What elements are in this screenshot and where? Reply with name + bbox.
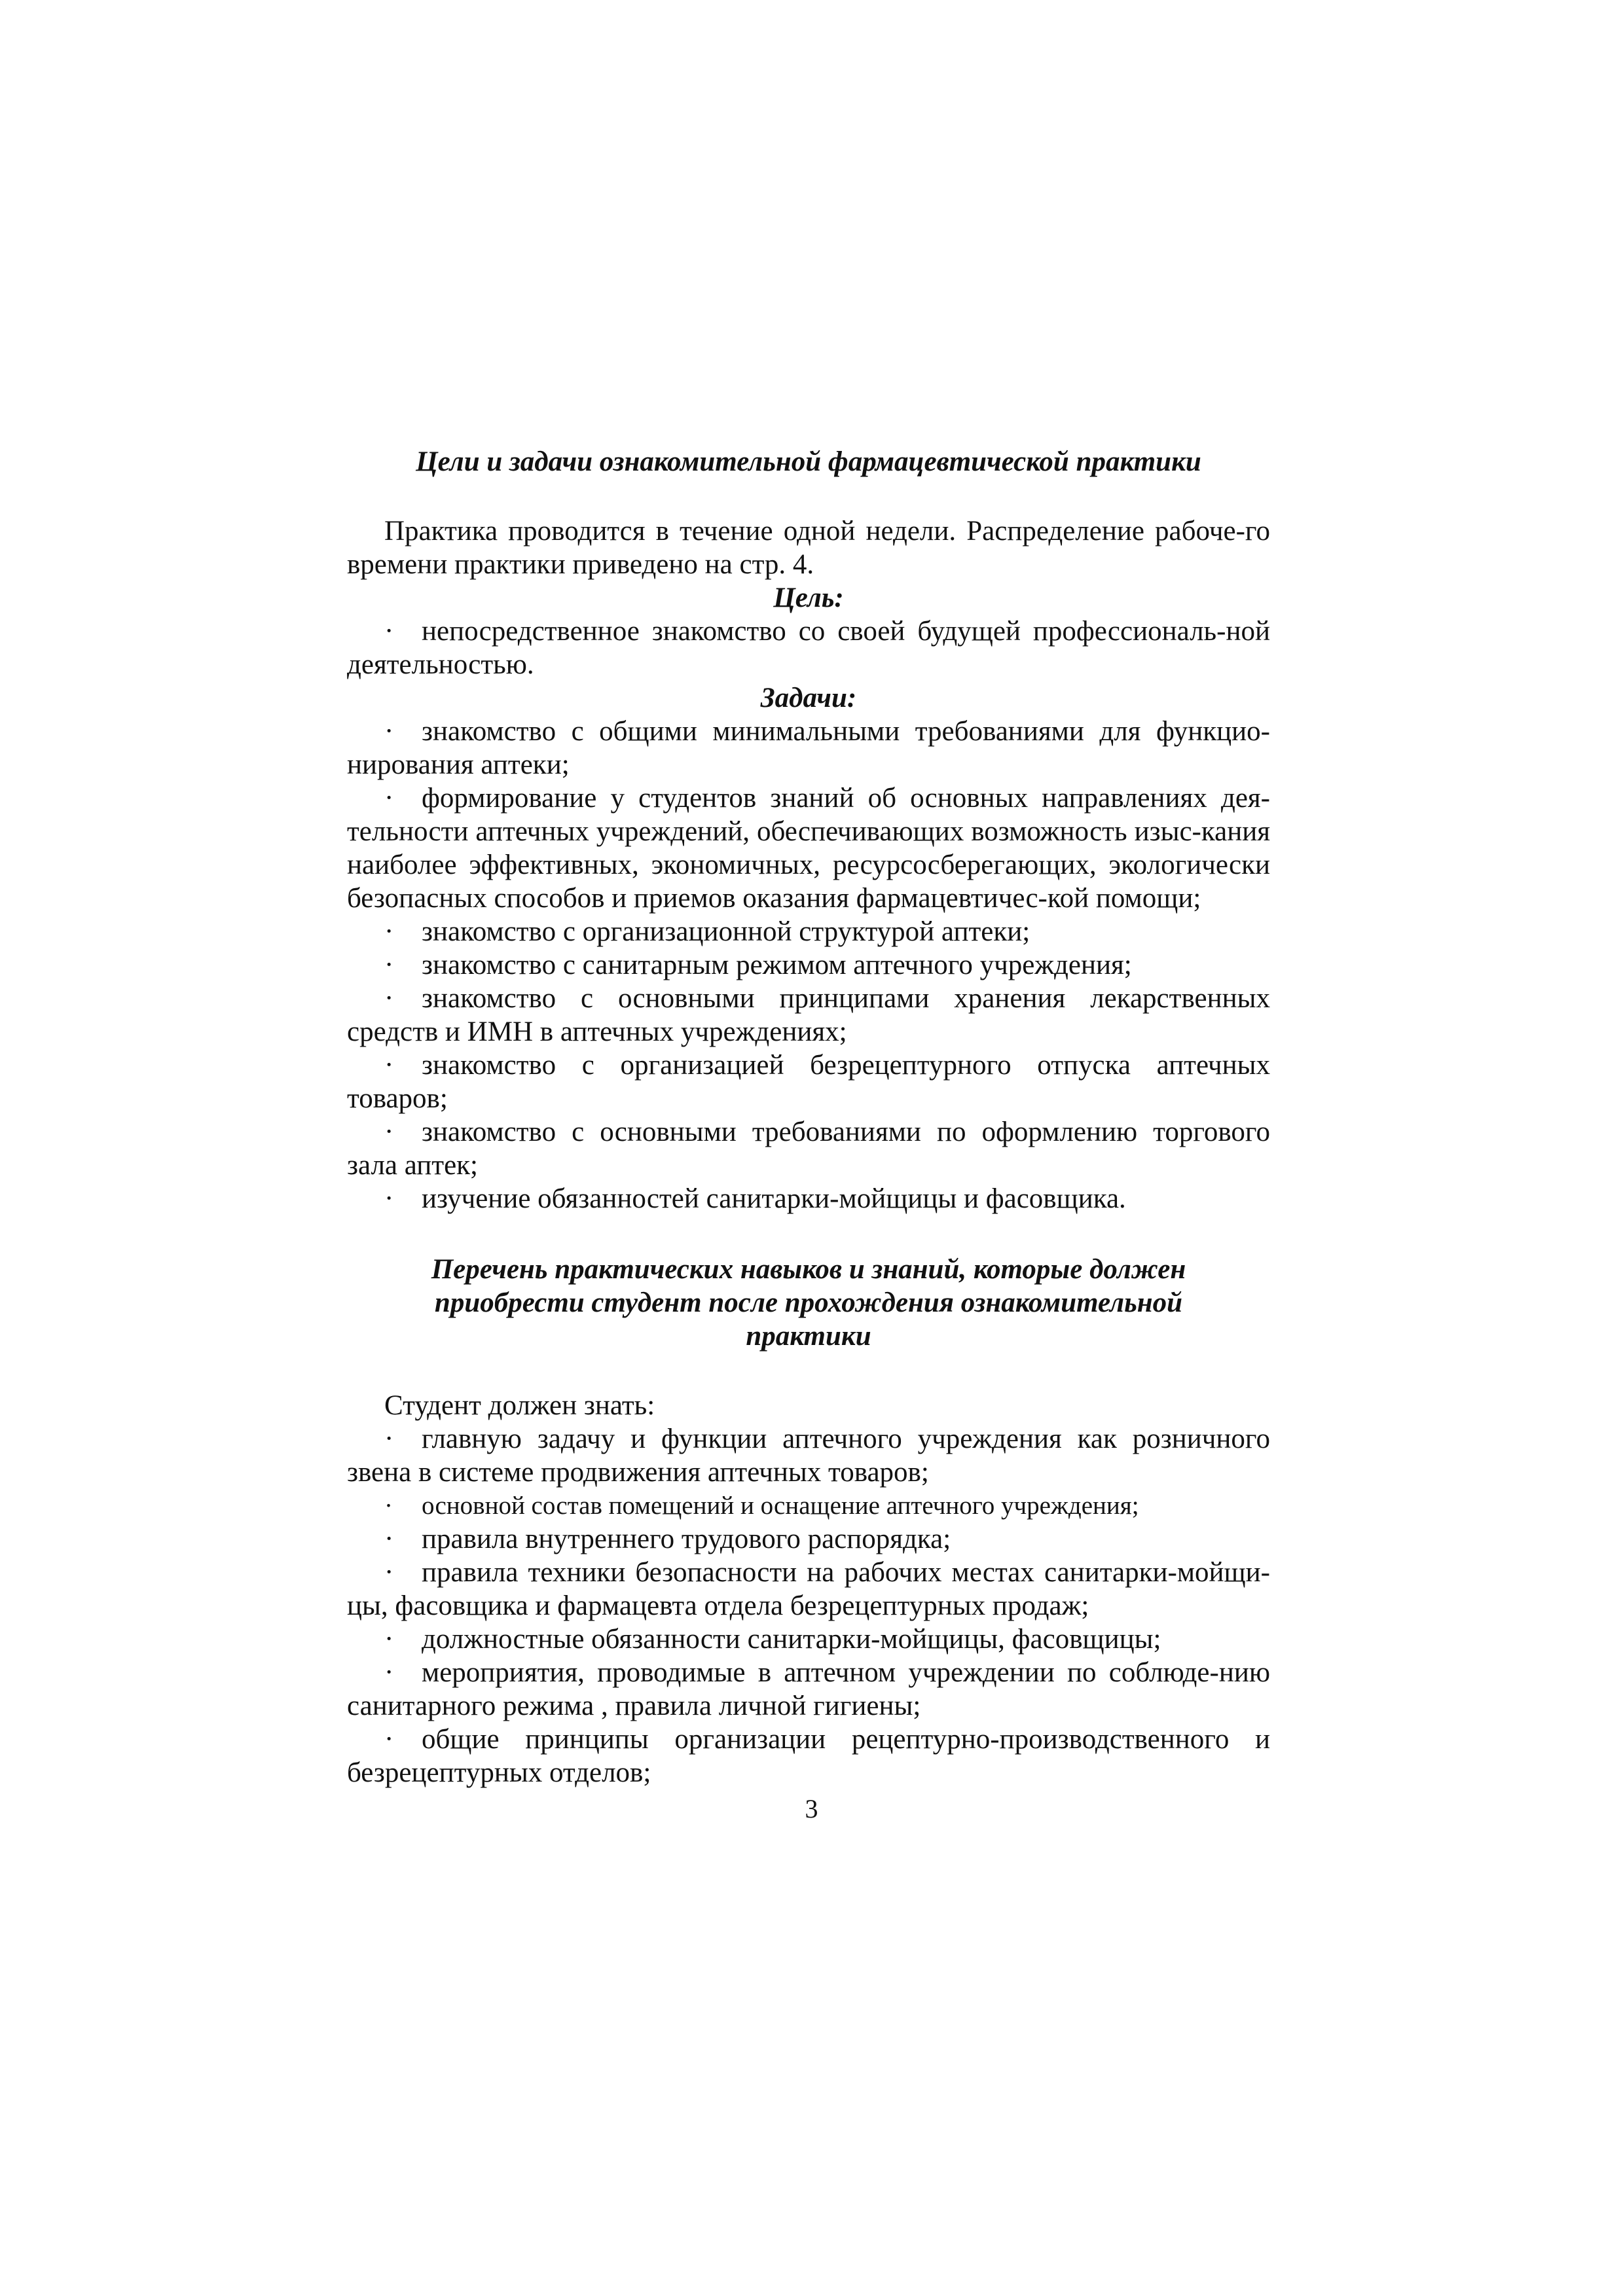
- task-item-text: изучение обязанностей санитарки-мойщицы и фасовщика.: [422, 1183, 1126, 1214]
- bullet-marker: ·: [384, 1117, 394, 1147]
- knowledge-item-text: мероприятия, проводимые в аптечном учреждении по соблюде-нию санитарного режима , правила личной гигиены;: [347, 1657, 1270, 1721]
- bullet-marker: ·: [384, 1657, 394, 1688]
- knowledge-item-text: правила внутреннего трудового распорядка;: [422, 1524, 951, 1554]
- task-item-text: знакомство с основными принципами хранения лекарственных средств и ИМН в аптечных учреждениях;: [347, 983, 1270, 1047]
- bullet-marker: ·: [384, 1724, 394, 1755]
- bullet-marker: ·: [384, 1050, 394, 1081]
- section-title-goals: Цели и задачи ознакомительной фармацевтической практики: [416, 446, 1201, 477]
- knowledge-item-text: главную задачу и функции аптечного учреждения как розничного звена в системе продвижения аптечных товаров;: [347, 1424, 1270, 1488]
- bullet-marker: ·: [384, 716, 394, 747]
- bullet-marker: ·: [384, 1183, 394, 1214]
- task-item-text: знакомство с общими минимальными требованиями для функцио-нирования аптеки;: [347, 716, 1270, 780]
- bullet-marker: ·: [384, 983, 394, 1014]
- goal-item: [347, 615, 1270, 681]
- bullet-marker: ·: [384, 1424, 394, 1454]
- task-item: [347, 781, 1270, 915]
- task-item-text: знакомство с основными требованиями по оформлению торгового зала аптек;: [347, 1117, 1270, 1181]
- task-item-text: знакомство с санитарным режимом аптечного учреждения;: [422, 950, 1132, 980]
- knowledge-item: [347, 1489, 1270, 1522]
- page-content: [347, 445, 1270, 1789]
- bullet-marker: ·: [384, 1524, 394, 1554]
- knowledge-item-text: основной состав помещений и оснащение аптечного учреждения;: [422, 1492, 1139, 1520]
- bullet-marker: ·: [384, 950, 394, 980]
- knowledge-item-text: должностные обязанности санитарки-мойщицы, фасовщицы;: [422, 1624, 1161, 1655]
- bullet-marker: ·: [384, 916, 394, 947]
- task-item: [347, 1115, 1270, 1182]
- task-item: [347, 948, 1270, 982]
- knowledge-item: [347, 1556, 1270, 1623]
- task-item: [347, 1182, 1270, 1215]
- bullet-marker: ·: [384, 1624, 394, 1655]
- student-intro: Студент должен знать:: [384, 1390, 655, 1421]
- task-item: [347, 915, 1270, 948]
- knowledge-item: [347, 1522, 1270, 1556]
- intro-paragraph: Практика проводится в течение одной недели. Распределение рабоче-го времени практики приведено на стр. 4.: [347, 516, 1270, 580]
- bullet-marker: ·: [384, 1557, 394, 1588]
- bullet-marker: ·: [384, 783, 394, 814]
- knowledge-item-text: общие принципы организации рецептурно-производственного и безрецептурных отделов;: [347, 1724, 1270, 1788]
- goal-item-text: непосредственное знакомство со своей будущей профессиональ-ной деятельностью.: [347, 616, 1270, 680]
- knowledge-item: [347, 1656, 1270, 1723]
- task-item-text: знакомство с организационной структурой аптеки;: [422, 916, 1030, 947]
- knowledge-item: [347, 1723, 1270, 1789]
- knowledge-item-text: правила техники безопасности на рабочих местах санитарки-мойщи-цы, фасовщика и фармацевта отдела безрецептурных продаж;: [347, 1557, 1270, 1621]
- task-item: [347, 715, 1270, 781]
- knowledge-item: [347, 1422, 1270, 1489]
- bullet-marker: ·: [384, 1492, 393, 1520]
- knowledge-item: [347, 1623, 1270, 1656]
- task-item: [347, 1049, 1270, 1115]
- section-title-skills: Перечень практических навыков и знаний, которые должен приобрести студент после прохождения ознакомительной практики: [431, 1254, 1186, 1352]
- task-item-text: формирование у студентов знаний об основных направлениях дея-тельности аптечных учреждений, обеспечивающих возможность изыс-кания наиболее эффективных, экономичных, ресурсосберегающих, экологически безопасных способов и приемов оказания фармацевтичес-кой помощи;: [347, 783, 1270, 914]
- goal-heading: Цель:: [773, 583, 844, 613]
- task-item-text: знакомство с организацией безрецептурного отпуска аптечных товаров;: [347, 1050, 1270, 1114]
- bullet-marker: ·: [384, 616, 394, 647]
- task-item: [347, 982, 1270, 1049]
- page-number: 3: [805, 1794, 818, 1823]
- tasks-heading: Задачи:: [760, 683, 857, 713]
